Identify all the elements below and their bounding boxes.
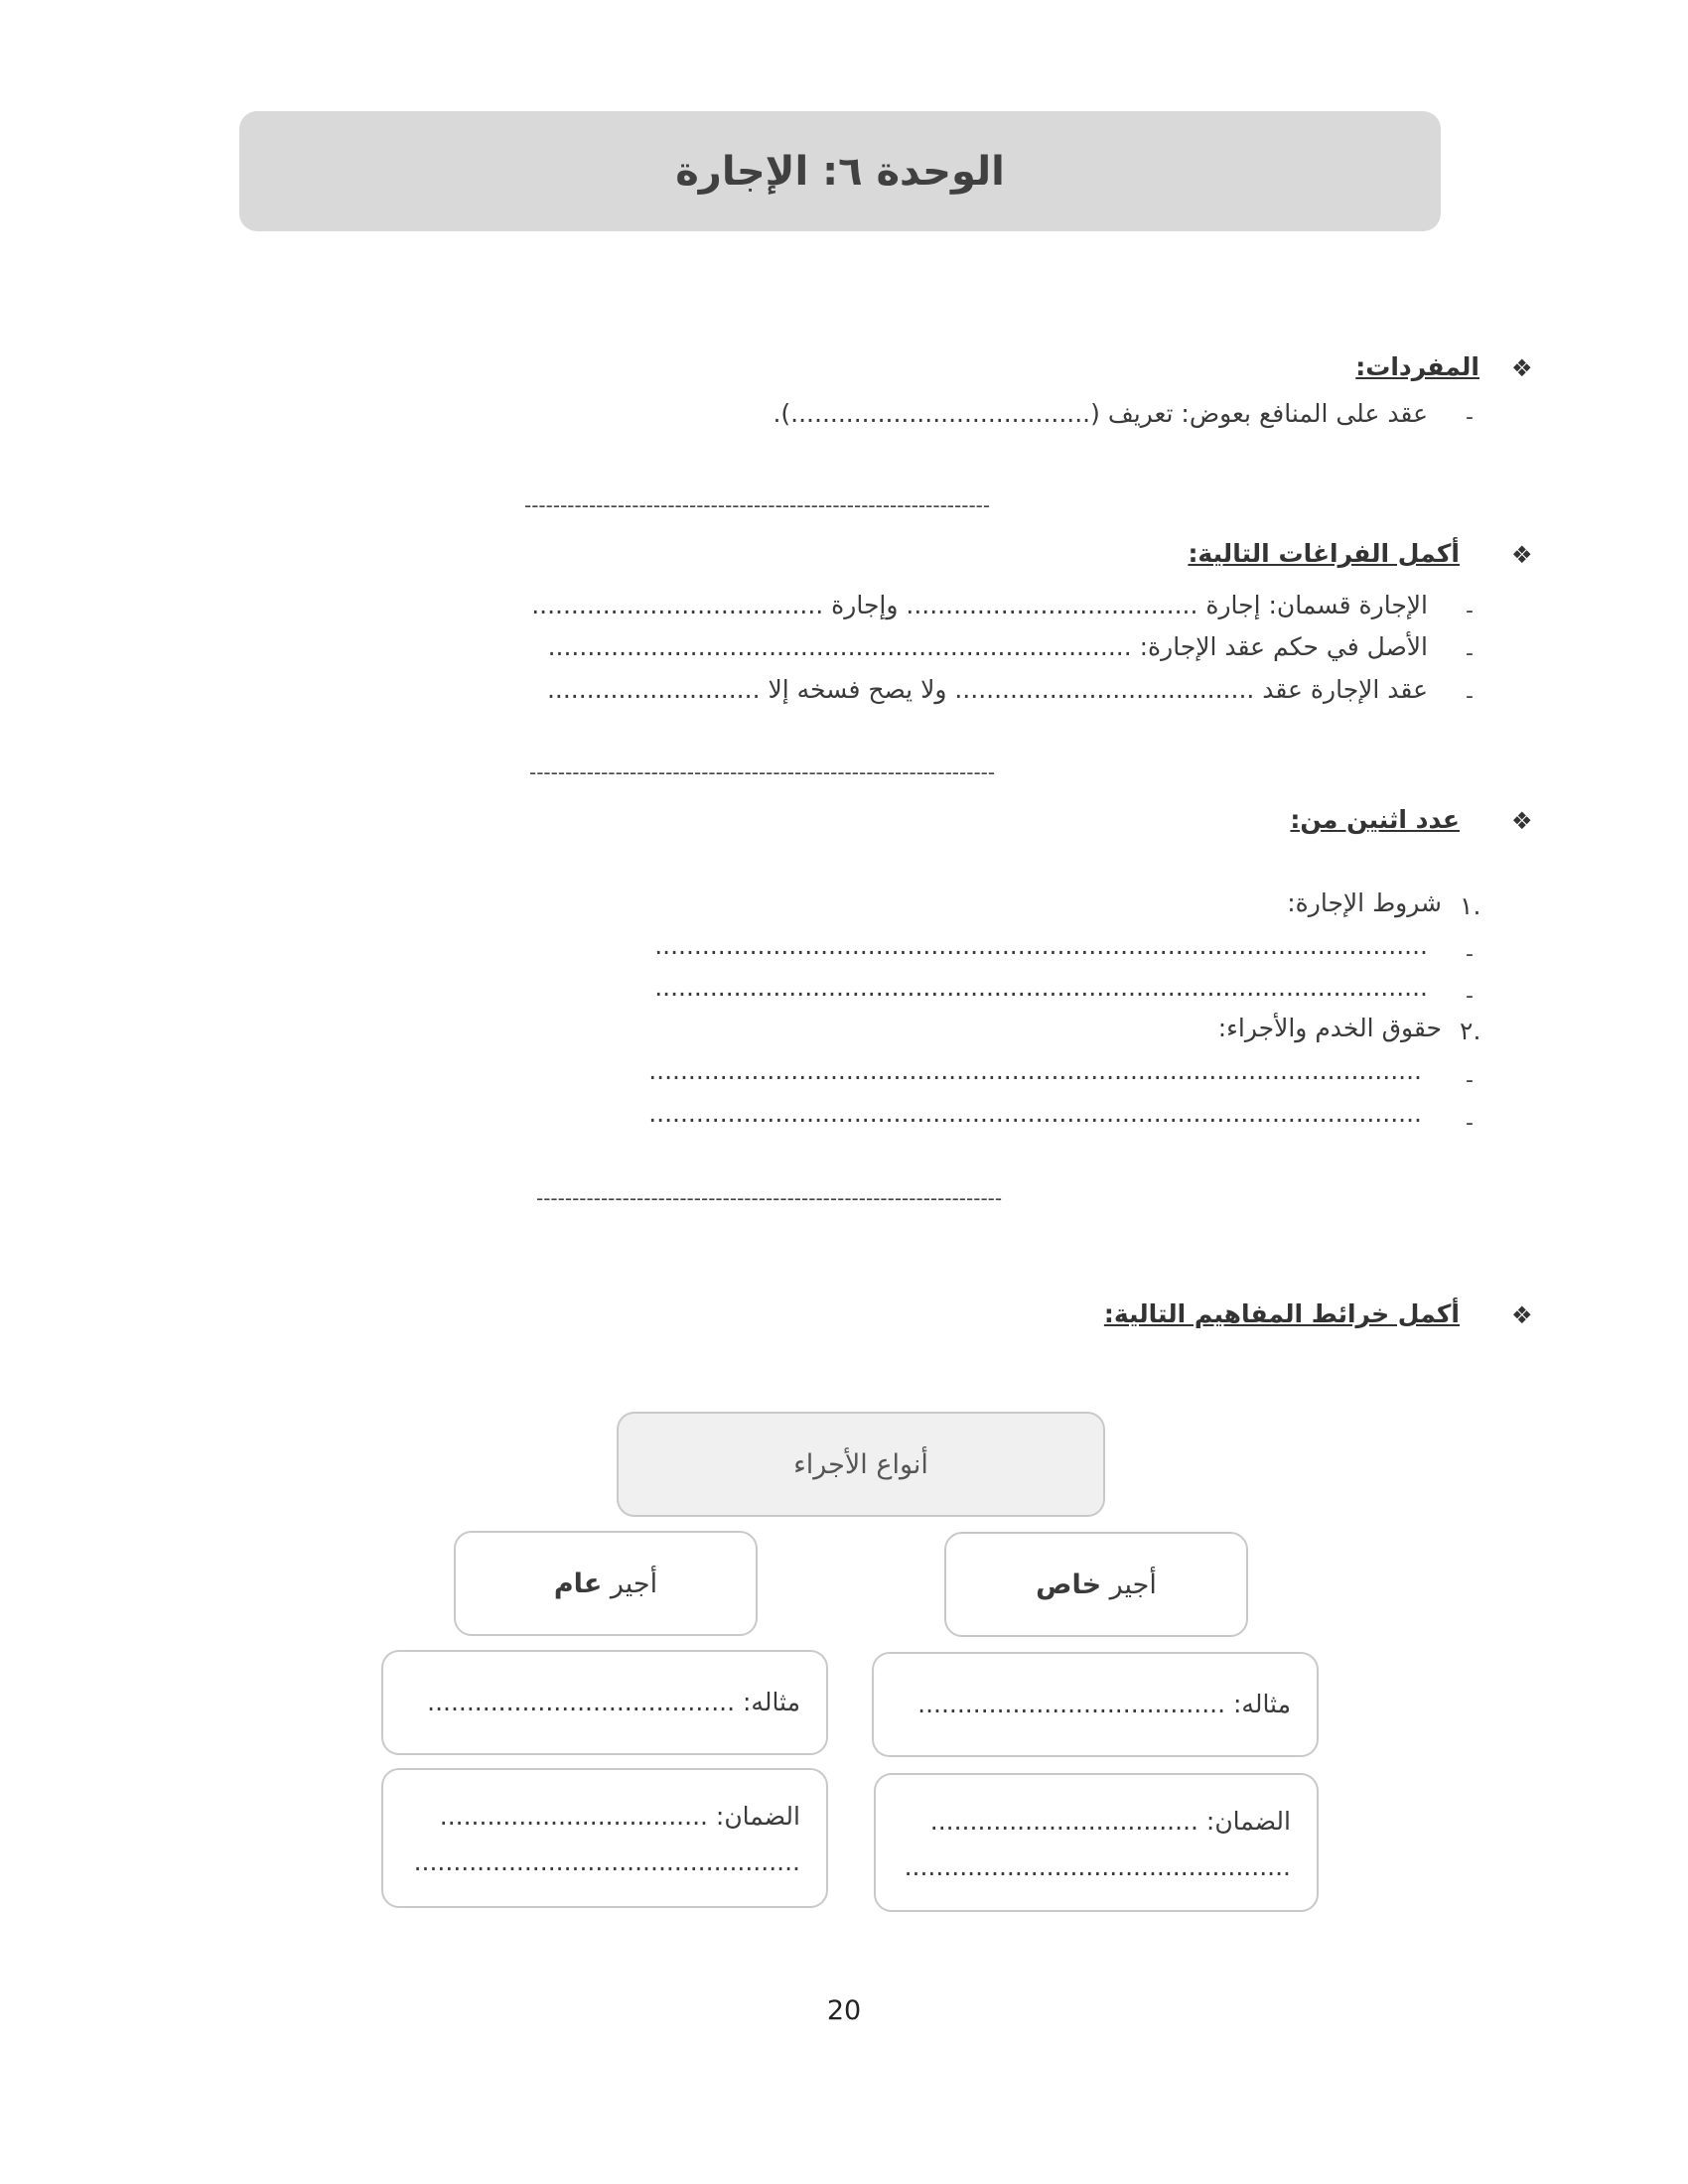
separator-line: ----------------------------------------------------------------- xyxy=(524,493,991,517)
private-guarantee-line1: الضمان: .................................. xyxy=(929,1807,1291,1836)
private-guarantee-line2: ................................................. xyxy=(904,1852,1291,1881)
answer-line: .................................................................................................. xyxy=(648,1056,1422,1085)
unit-title-box xyxy=(239,111,1441,231)
fill-blank-item: الإجارة قسمان: إجارة ..................................... وإجارة ..................................... xyxy=(531,591,1428,619)
general-guarantee-box xyxy=(381,1768,828,1908)
private-worker-box xyxy=(944,1532,1248,1637)
concept-root-box xyxy=(617,1412,1105,1517)
fill-blanks-heading: أكمل الفراغات التالية: xyxy=(1188,539,1460,568)
list-dash: - xyxy=(1466,942,1474,967)
general-example-box xyxy=(381,1650,828,1755)
private-example-box xyxy=(872,1652,1319,1757)
fill-blank-item: الأصل في حكم عقد الإجارة: .......................................................................... xyxy=(547,632,1428,661)
list-number: ٢. xyxy=(1460,1017,1481,1045)
list-dash: - xyxy=(1466,405,1474,430)
list-dash: - xyxy=(1466,641,1474,666)
group-label: حقوق الخدم والأجراء: xyxy=(1217,1014,1442,1042)
vocab-heading: المفردات: xyxy=(1355,352,1479,381)
private-worker-type: خاص xyxy=(1036,1569,1102,1600)
list-dash: - xyxy=(1466,684,1474,709)
count-two-heading: عدد اثنين من: xyxy=(1290,805,1460,834)
group-label: شروط الإجارة: xyxy=(1287,888,1442,917)
vocab-item: عقد على المنافع بعوض: تعريف (......................................). xyxy=(773,399,1428,428)
general-worker-type: عام xyxy=(553,1568,603,1599)
private-worker-prefix: أجير xyxy=(1109,1569,1157,1600)
fill-blank-item: عقد الإجارة عقد ...................................... ولا يصح فسخه إلا ........................... xyxy=(546,675,1428,704)
page-title: الوحدة ٦: الإجارة xyxy=(675,148,1005,195)
diamond-bullet-icon: ❖ xyxy=(1511,807,1533,835)
separator-line: ----------------------------------------------------------------- xyxy=(536,1186,1003,1210)
diamond-bullet-icon: ❖ xyxy=(1511,1301,1533,1329)
page-number: 20 xyxy=(826,1995,862,2026)
list-dash: - xyxy=(1466,1111,1474,1136)
list-number: ١. xyxy=(1460,891,1481,920)
general-example-text: مثاله: ....................................... xyxy=(427,1688,800,1716)
diamond-bullet-icon: ❖ xyxy=(1511,354,1533,382)
private-example-text: مثاله: ....................................... xyxy=(917,1690,1291,1718)
general-guarantee-line2: ................................................. xyxy=(413,1847,800,1876)
general-worker-prefix: أجير xyxy=(610,1568,658,1599)
diamond-bullet-icon: ❖ xyxy=(1511,541,1533,569)
list-dash: - xyxy=(1466,599,1474,623)
answer-line: .................................................................................................. xyxy=(654,973,1428,1002)
general-worker-box xyxy=(454,1531,758,1636)
list-dash: - xyxy=(1466,984,1474,1009)
concept-root-label: أنواع الأجراء xyxy=(793,1448,928,1480)
concept-map-heading: أكمل خرائط المفاهيم التالية: xyxy=(1103,1299,1460,1328)
separator-line: ----------------------------------------------------------------- xyxy=(529,760,996,784)
list-dash: - xyxy=(1466,1068,1474,1093)
answer-line: .................................................................................................. xyxy=(654,931,1428,960)
private-guarantee-box xyxy=(874,1773,1319,1912)
general-guarantee-line1: الضمان: .................................. xyxy=(439,1802,800,1831)
answer-line: .................................................................................................. xyxy=(648,1099,1422,1128)
